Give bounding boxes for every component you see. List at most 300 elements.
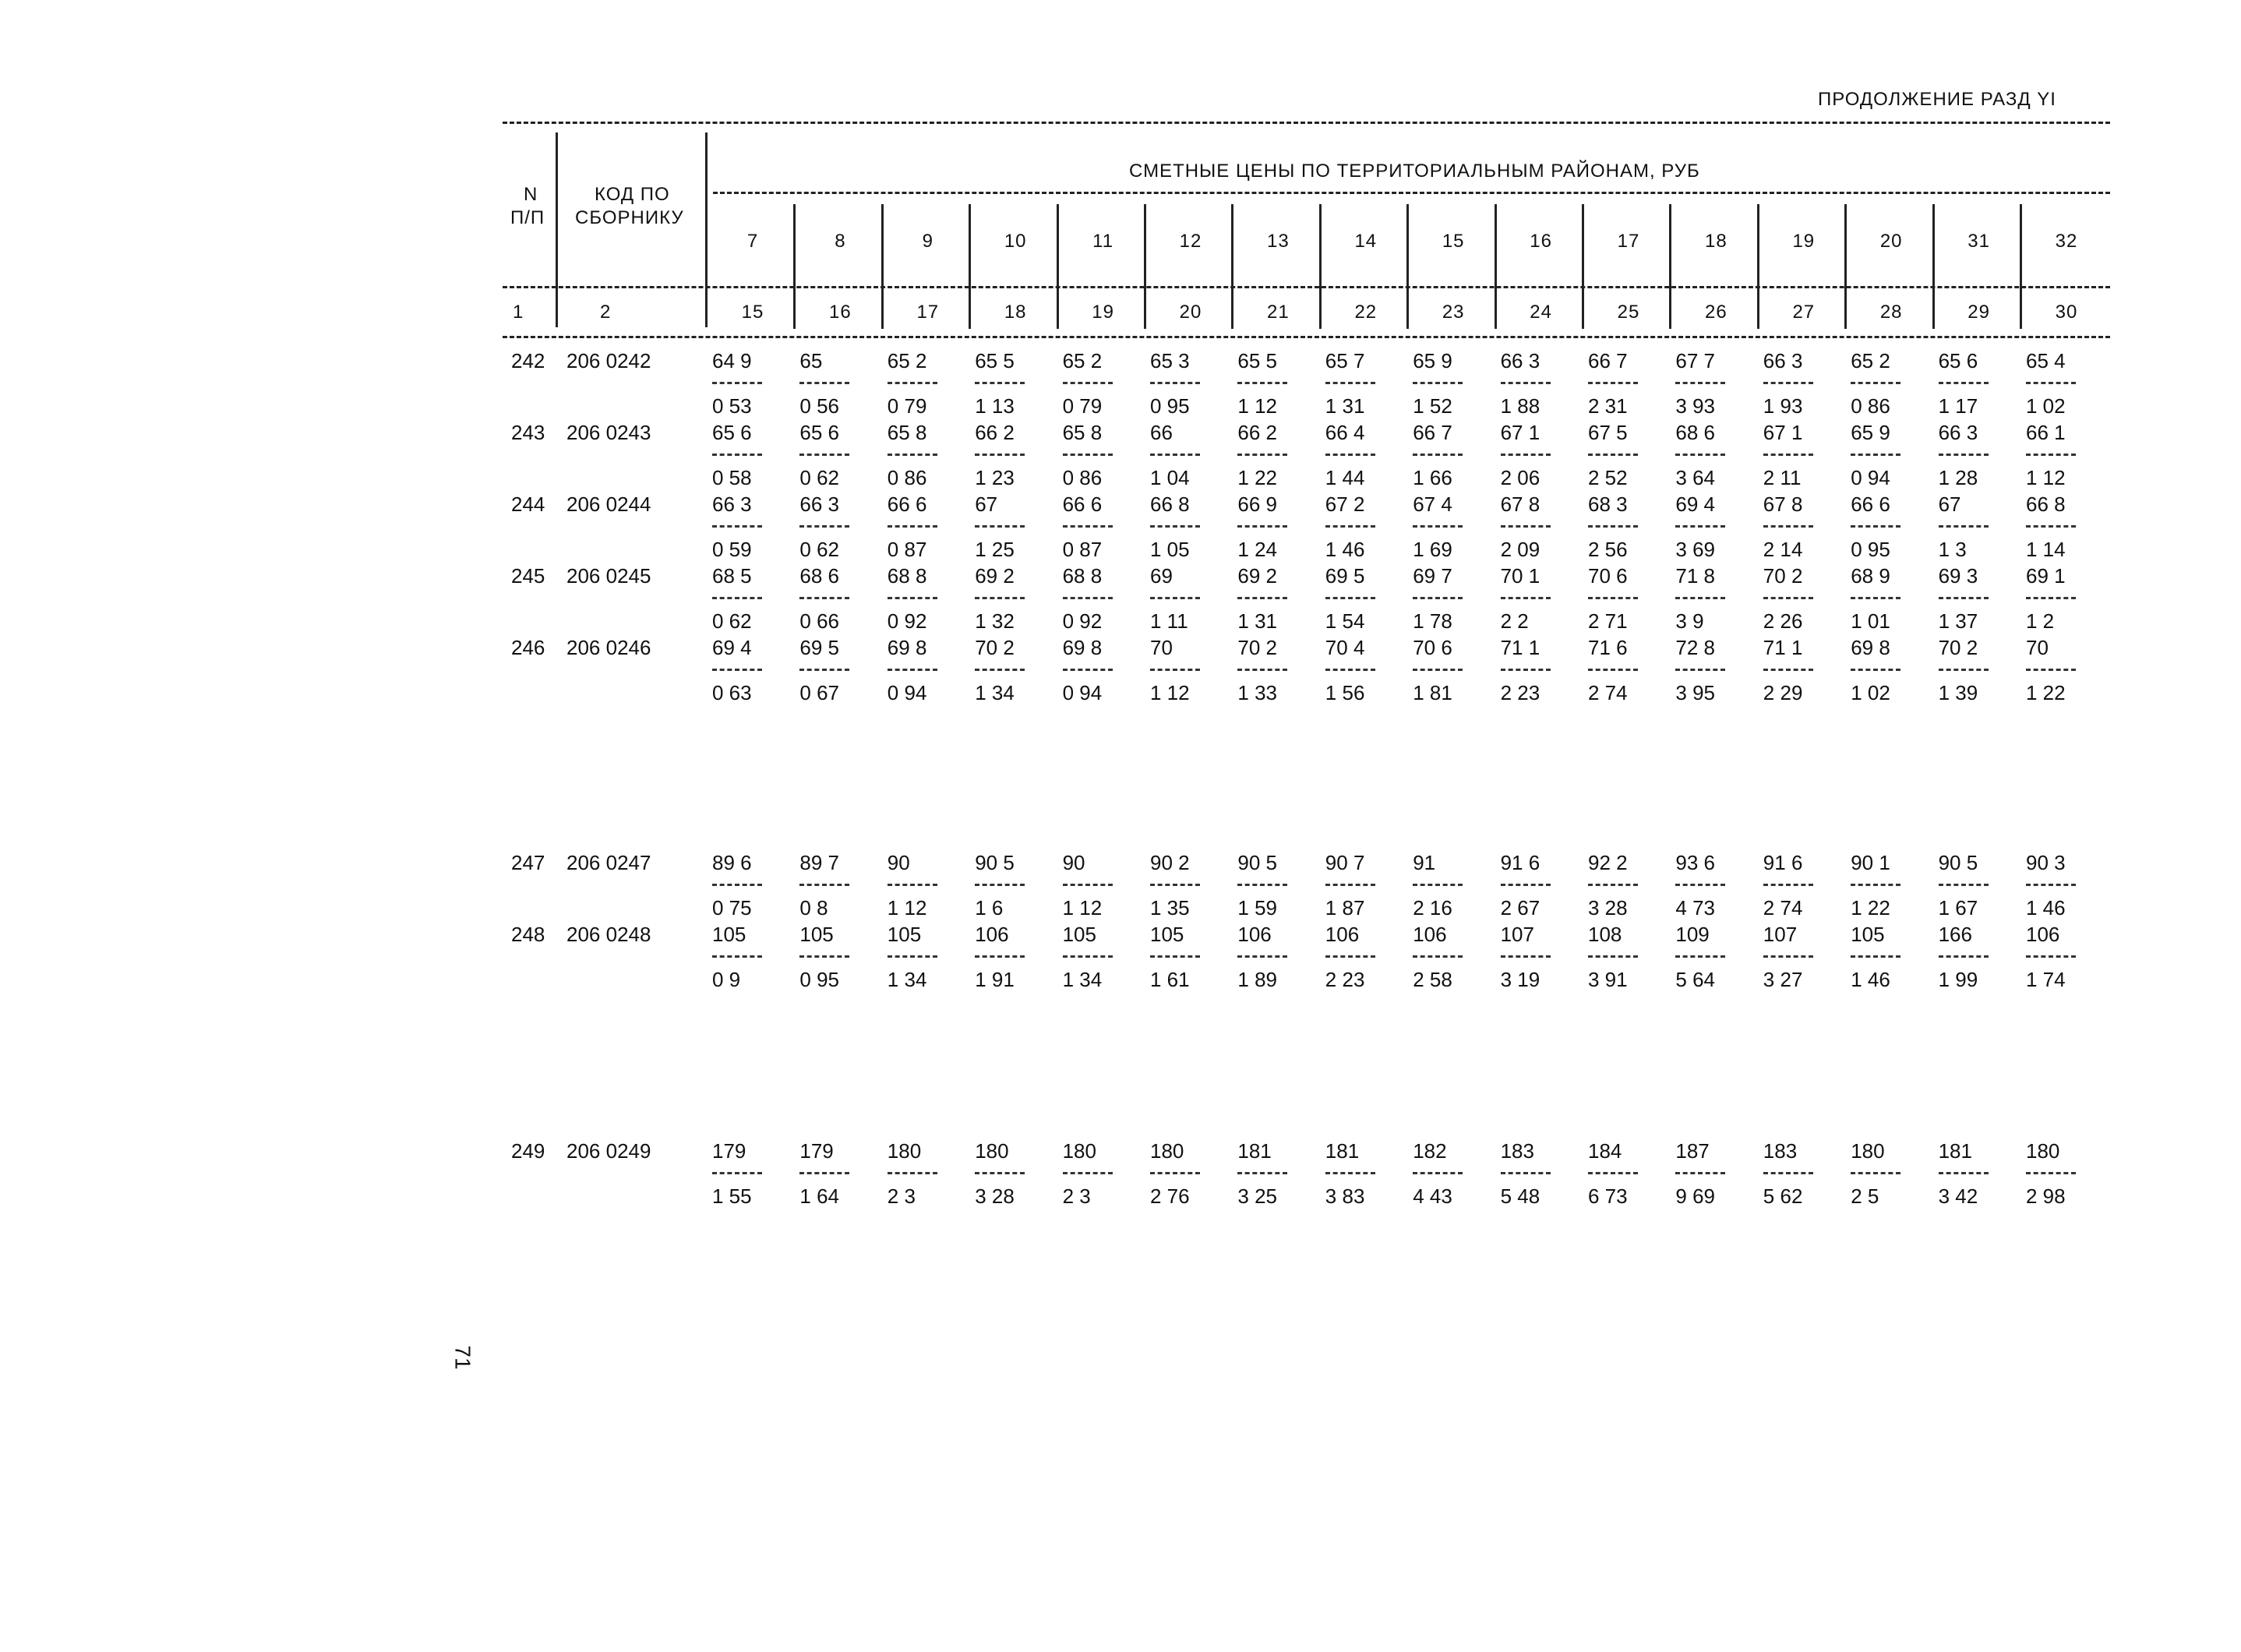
fraction-bar <box>1588 454 1638 456</box>
price-value: 1 23 <box>975 466 1015 489</box>
price-value: 66 3 <box>1938 421 1978 444</box>
price-value: 2 5 <box>1851 1184 1879 1208</box>
price-value: 1 12 <box>887 896 927 920</box>
price-value: 90 <box>1062 851 1085 874</box>
header-divider-region <box>1231 204 1233 329</box>
price-value: 3 91 <box>1588 968 1628 991</box>
price-value: 166 <box>1938 923 1972 946</box>
price-value: 65 7 <box>1325 349 1365 372</box>
fraction-bar <box>1675 669 1725 671</box>
price-value: 106 <box>975 923 1009 946</box>
price-value: 91 <box>1413 851 1436 874</box>
index-number: 17 <box>916 302 940 323</box>
price-value: 71 1 <box>1500 636 1540 659</box>
fraction-bar <box>1939 525 1989 528</box>
price-value: 2 58 <box>1413 968 1452 991</box>
fraction-bar <box>1501 1172 1551 1174</box>
price-value: 0 86 <box>1851 394 1890 418</box>
price-value: 187 <box>1675 1139 1710 1163</box>
price-value: 1 05 <box>1150 538 1190 561</box>
price-value: 1 12 <box>2026 466 2066 489</box>
fraction-bar <box>712 669 762 671</box>
price-value: 68 6 <box>799 564 839 588</box>
fraction-bar <box>1063 1172 1113 1174</box>
fraction-bar <box>1413 382 1463 384</box>
price-value: 65 8 <box>1062 421 1103 444</box>
price-value: 1 39 <box>1938 681 1978 704</box>
fraction-bar <box>712 454 762 456</box>
fraction-bar <box>888 597 937 599</box>
fraction-bar <box>2026 597 2076 599</box>
price-value: 69 5 <box>799 636 839 659</box>
price-value: 66 2 <box>975 421 1015 444</box>
fraction-bar <box>975 525 1025 528</box>
header-divider-region <box>881 204 884 329</box>
price-value: 0 53 <box>712 394 752 418</box>
price-value: 69 8 <box>887 636 927 659</box>
price-value: 2 71 <box>1588 609 1628 633</box>
region-number: 19 <box>1792 231 1816 252</box>
row-code: 206 0245 <box>566 564 651 588</box>
price-value: 1 35 <box>1150 896 1190 920</box>
price-value: 65 3 <box>1150 349 1190 372</box>
price-value: 2 14 <box>1763 538 1803 561</box>
price-value: 69 2 <box>1237 564 1277 588</box>
fraction-bar <box>888 884 937 886</box>
fraction-bar <box>1939 955 1989 958</box>
price-value: 2 16 <box>1413 896 1452 920</box>
row-number: 247 <box>511 851 545 874</box>
index-number: 15 <box>741 302 764 323</box>
price-value: 67 7 <box>1675 349 1715 372</box>
price-value: 2 3 <box>1062 1184 1091 1208</box>
price-value: 2 26 <box>1763 609 1803 633</box>
price-value: 1 46 <box>1325 538 1365 561</box>
fraction-bar <box>1763 382 1813 384</box>
fraction-bar <box>1588 382 1638 384</box>
price-value: 0 58 <box>712 466 752 489</box>
fraction-bar <box>799 669 849 671</box>
price-value: 105 <box>1062 923 1096 946</box>
price-value: 0 94 <box>887 681 927 704</box>
price-value: 1 93 <box>1763 394 1803 418</box>
fraction-bar <box>888 669 937 671</box>
fraction-bar <box>1063 955 1113 958</box>
price-value: 1 89 <box>1237 968 1277 991</box>
price-value: 2 31 <box>1588 394 1628 418</box>
fraction-bar <box>1325 955 1375 958</box>
price-value: 65 2 <box>887 349 927 372</box>
fraction-bar <box>1588 955 1638 958</box>
price-value: 1 32 <box>975 609 1015 633</box>
fraction-bar <box>1063 597 1113 599</box>
price-value: 65 5 <box>1237 349 1277 372</box>
price-value: 67 8 <box>1763 492 1803 516</box>
header-divider-region <box>793 204 796 329</box>
fraction-bar <box>1150 1172 1200 1174</box>
price-value: 3 28 <box>975 1184 1015 1208</box>
price-value: 1 59 <box>1237 896 1277 920</box>
price-value: 66 6 <box>1851 492 1890 516</box>
price-value: 0 8 <box>799 896 828 920</box>
region-number: 7 <box>746 231 759 252</box>
price-value: 69 7 <box>1413 564 1452 588</box>
price-value: 107 <box>1763 923 1798 946</box>
price-value: 107 <box>1500 923 1534 946</box>
row-number: 249 <box>511 1139 545 1163</box>
price-value: 0 92 <box>1062 609 1103 633</box>
fraction-bar <box>1325 454 1375 456</box>
fraction-bar <box>799 1172 849 1174</box>
price-value: 1 17 <box>1938 394 1978 418</box>
fraction-bar <box>975 597 1025 599</box>
price-value: 1 12 <box>1150 681 1190 704</box>
price-value: 1 74 <box>2026 968 2066 991</box>
header-divider-region <box>1844 204 1847 329</box>
price-value: 1 99 <box>1938 968 1978 991</box>
fraction-bar <box>712 955 762 958</box>
index-number: 18 <box>1004 302 1027 323</box>
price-value: 71 1 <box>1763 636 1803 659</box>
header-n-label: П/П <box>510 207 545 228</box>
price-value: 65 6 <box>799 421 839 444</box>
header-divider-region <box>1319 204 1322 329</box>
index-number: 22 <box>1354 302 1378 323</box>
region-number: 14 <box>1354 231 1378 252</box>
fraction-bar <box>2026 525 2076 528</box>
price-value: 105 <box>1851 923 1885 946</box>
price-value: 3 19 <box>1500 968 1540 991</box>
price-value: 0 87 <box>887 538 927 561</box>
fraction-bar <box>1063 454 1113 456</box>
fraction-bar <box>975 1172 1025 1174</box>
price-value: 90 3 <box>2026 851 2066 874</box>
price-value: 69 4 <box>712 636 752 659</box>
price-value: 0 66 <box>799 609 839 633</box>
fraction-bar <box>1588 1172 1638 1174</box>
row-code: 206 0243 <box>566 421 651 444</box>
price-value: 1 87 <box>1325 896 1365 920</box>
price-value: 2 76 <box>1150 1184 1190 1208</box>
fraction-bar <box>1237 669 1287 671</box>
fraction-bar <box>1851 454 1900 456</box>
price-value: 6 73 <box>1588 1184 1628 1208</box>
price-value: 1 46 <box>1851 968 1890 991</box>
fraction-bar <box>1851 382 1900 384</box>
index-number: 26 <box>1705 302 1728 323</box>
price-value: 2 56 <box>1588 538 1628 561</box>
header-code-label: КОД ПО <box>595 184 670 205</box>
price-value: 68 3 <box>1588 492 1628 516</box>
price-value: 106 <box>1237 923 1272 946</box>
price-value: 70 1 <box>1500 564 1540 588</box>
fraction-bar <box>1501 597 1551 599</box>
price-value: 90 5 <box>975 851 1015 874</box>
price-value: 2 09 <box>1500 538 1540 561</box>
fraction-bar <box>1325 382 1375 384</box>
index-number: 16 <box>829 302 852 323</box>
price-value: 1 2 <box>2026 609 2055 633</box>
fraction-bar <box>1237 884 1287 886</box>
fraction-bar <box>1675 955 1725 958</box>
fraction-bar <box>712 597 762 599</box>
group-title: СМЕТНЫЕ ЦЕНЫ ПО ТЕРРИТОРИАЛЬНЫМ РАЙОНАМ, РУБ <box>1129 161 1700 182</box>
fraction-bar <box>1501 955 1551 958</box>
price-value: 70 <box>2026 636 2049 659</box>
index-number: 23 <box>1442 302 1465 323</box>
price-value: 70 4 <box>1325 636 1365 659</box>
fraction-bar <box>1063 884 1113 886</box>
fraction-bar <box>975 669 1025 671</box>
price-value: 90 7 <box>1325 851 1365 874</box>
price-value: 3 69 <box>1675 538 1715 561</box>
price-value: 2 23 <box>1325 968 1365 991</box>
fraction-bar <box>712 382 762 384</box>
price-value: 3 25 <box>1237 1184 1277 1208</box>
price-value: 2 06 <box>1500 466 1540 489</box>
price-value: 4 43 <box>1413 1184 1452 1208</box>
price-value: 2 23 <box>1500 681 1540 704</box>
page-number: 71 <box>450 1345 475 1370</box>
price-value: 66 9 <box>1237 492 1277 516</box>
rule-top <box>503 122 2110 124</box>
fraction-bar <box>1237 597 1287 599</box>
fraction-bar <box>712 884 762 886</box>
price-value: 0 86 <box>887 466 927 489</box>
price-value: 3 27 <box>1763 968 1803 991</box>
price-value: 1 33 <box>1237 681 1277 704</box>
region-number: 9 <box>922 231 933 252</box>
row-number: 246 <box>511 636 545 659</box>
price-value: 1 22 <box>2026 681 2066 704</box>
header-code-label: СБОРНИКУ <box>575 207 684 228</box>
price-value: 66 3 <box>1500 349 1540 372</box>
price-value: 65 2 <box>1062 349 1103 372</box>
price-value: 66 8 <box>1150 492 1190 516</box>
price-value: 2 3 <box>887 1184 916 1208</box>
price-value: 2 11 <box>1763 466 1802 489</box>
price-value: 5 62 <box>1763 1184 1803 1208</box>
fraction-bar <box>799 597 849 599</box>
fraction-bar <box>799 884 849 886</box>
price-value: 65 9 <box>1413 349 1452 372</box>
fraction-bar <box>712 525 762 528</box>
price-value: 65 8 <box>887 421 927 444</box>
fraction-bar <box>1939 597 1989 599</box>
header-n-label: N <box>524 184 538 205</box>
fraction-bar <box>1851 525 1900 528</box>
fraction-bar <box>712 1172 762 1174</box>
region-number: 15 <box>1442 231 1465 252</box>
price-value: 1 64 <box>799 1184 839 1208</box>
price-value: 69 5 <box>1325 564 1365 588</box>
fraction-bar <box>1063 525 1113 528</box>
price-value: 3 28 <box>1588 896 1628 920</box>
price-value: 1 04 <box>1150 466 1190 489</box>
fraction-bar <box>1851 955 1900 958</box>
price-value: 70 2 <box>1763 564 1803 588</box>
price-value: 1 12 <box>1062 896 1103 920</box>
fraction-bar <box>1501 382 1551 384</box>
fraction-bar <box>1851 1172 1900 1174</box>
price-value: 180 <box>887 1139 922 1163</box>
price-value: 69 3 <box>1938 564 1978 588</box>
fraction-bar <box>1237 454 1287 456</box>
price-value: 68 9 <box>1851 564 1890 588</box>
price-value: 0 95 <box>799 968 839 991</box>
price-value: 0 87 <box>1062 538 1103 561</box>
price-value: 5 48 <box>1500 1184 1540 1208</box>
price-value: 2 98 <box>2026 1184 2066 1208</box>
price-value: 0 63 <box>712 681 752 704</box>
price-value: 1 02 <box>1851 681 1890 704</box>
price-value: 3 9 <box>1675 609 1704 633</box>
price-value: 1 66 <box>1413 466 1452 489</box>
price-value: 105 <box>887 923 922 946</box>
fraction-bar <box>1325 1172 1375 1174</box>
price-value: 0 67 <box>799 681 839 704</box>
price-value: 66 3 <box>799 492 839 516</box>
price-value: 0 79 <box>887 394 927 418</box>
price-value: 105 <box>1150 923 1184 946</box>
price-value: 1 22 <box>1237 466 1277 489</box>
fraction-bar <box>1588 525 1638 528</box>
region-number: 17 <box>1617 231 1640 252</box>
fraction-bar <box>1063 669 1113 671</box>
price-value: 92 2 <box>1588 851 1628 874</box>
fraction-bar <box>1763 955 1813 958</box>
price-value: 67 1 <box>1500 421 1540 444</box>
price-value: 90 <box>887 851 910 874</box>
price-value: 66 6 <box>887 492 927 516</box>
fraction-bar <box>1851 597 1900 599</box>
fraction-bar <box>1413 454 1463 456</box>
price-value: 1 78 <box>1413 609 1452 633</box>
region-number: 8 <box>835 231 846 252</box>
price-value: 1 91 <box>975 968 1015 991</box>
price-value: 1 56 <box>1325 681 1365 704</box>
row-code: 206 0249 <box>566 1139 651 1163</box>
price-value: 180 <box>1150 1139 1184 1163</box>
price-value: 2 29 <box>1763 681 1803 704</box>
price-value: 68 6 <box>1675 421 1715 444</box>
price-value: 90 5 <box>1237 851 1277 874</box>
price-value: 180 <box>1851 1139 1885 1163</box>
fraction-bar <box>975 884 1025 886</box>
fraction-bar <box>1675 525 1725 528</box>
price-value: 68 5 <box>712 564 752 588</box>
row-number: 242 <box>511 349 545 372</box>
price-value: 184 <box>1588 1139 1622 1163</box>
index-number: 28 <box>1879 302 1903 323</box>
fraction-bar <box>1851 884 1900 886</box>
index-number: 24 <box>1530 302 1552 323</box>
fraction-bar <box>1675 884 1725 886</box>
price-value: 67 2 <box>1325 492 1365 516</box>
price-value: 1 88 <box>1500 394 1540 418</box>
price-value: 69 2 <box>975 564 1015 588</box>
price-value: 65 4 <box>2026 349 2066 372</box>
price-value: 109 <box>1675 923 1710 946</box>
price-value: 65 6 <box>712 421 752 444</box>
price-value: 65 9 <box>1851 421 1890 444</box>
price-value: 67 5 <box>1588 421 1628 444</box>
header-divider-region <box>1932 204 1935 329</box>
price-value: 66 3 <box>712 492 752 516</box>
price-value: 66 4 <box>1325 421 1365 444</box>
price-value: 9 69 <box>1675 1184 1715 1208</box>
price-value: 1 61 <box>1150 968 1190 991</box>
price-value: 1 31 <box>1237 609 1277 633</box>
price-value: 182 <box>1413 1139 1447 1163</box>
row-code: 206 0242 <box>566 349 651 372</box>
price-value: 0 92 <box>887 609 927 633</box>
price-value: 108 <box>1588 923 1622 946</box>
price-value: 70 <box>1150 636 1173 659</box>
price-value: 0 95 <box>1150 394 1190 418</box>
price-value: 1 55 <box>712 1184 752 1208</box>
price-value: 68 8 <box>887 564 927 588</box>
fraction-bar <box>1325 669 1375 671</box>
rule-group <box>713 192 2110 194</box>
price-value: 93 6 <box>1675 851 1715 874</box>
price-value: 69 8 <box>1062 636 1103 659</box>
price-value: 1 34 <box>1062 968 1103 991</box>
row-code: 206 0247 <box>566 851 651 874</box>
fraction-bar <box>1150 382 1200 384</box>
price-value: 5 64 <box>1675 968 1715 991</box>
rule-index-bottom <box>503 336 2110 338</box>
price-value: 0 62 <box>712 609 752 633</box>
fraction-bar <box>888 525 937 528</box>
header-divider-region <box>1057 204 1059 329</box>
price-value: 2 74 <box>1588 681 1628 704</box>
fraction-bar <box>799 454 849 456</box>
price-value: 1 54 <box>1325 609 1365 633</box>
price-value: 89 6 <box>712 851 752 874</box>
price-value: 106 <box>2026 923 2060 946</box>
row-code: 206 0246 <box>566 636 651 659</box>
price-value: 67 <box>975 492 998 516</box>
price-value: 69 4 <box>1675 492 1715 516</box>
fraction-bar <box>2026 884 2076 886</box>
price-value: 0 59 <box>712 538 752 561</box>
fraction-bar <box>1763 454 1813 456</box>
region-number: 11 <box>1092 231 1114 252</box>
fraction-bar <box>1763 669 1813 671</box>
price-value: 89 7 <box>799 851 839 874</box>
price-value: 1 34 <box>975 681 1015 704</box>
fraction-bar <box>1501 525 1551 528</box>
price-value: 179 <box>712 1139 746 1163</box>
price-value: 67 4 <box>1413 492 1452 516</box>
fraction-bar <box>1150 669 1200 671</box>
fraction-bar <box>1237 382 1287 384</box>
fraction-bar <box>2026 1172 2076 1174</box>
price-value: 0 94 <box>1851 466 1890 489</box>
price-value: 1 69 <box>1413 538 1452 561</box>
price-value: 0 94 <box>1062 681 1103 704</box>
price-value: 67 8 <box>1500 492 1540 516</box>
fraction-bar <box>1939 1172 1989 1174</box>
price-value: 0 86 <box>1062 466 1103 489</box>
price-value: 3 64 <box>1675 466 1715 489</box>
fraction-bar <box>1150 597 1200 599</box>
fraction-bar <box>1150 525 1200 528</box>
index-number: 25 <box>1617 302 1640 323</box>
row-number: 248 <box>511 923 545 946</box>
price-value: 1 6 <box>975 896 1004 920</box>
